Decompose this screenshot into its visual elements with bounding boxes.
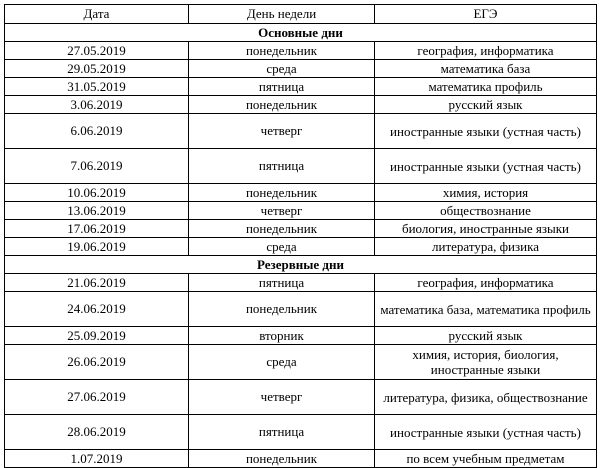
exam-cell: химия, история: [375, 184, 597, 202]
table-row: [5, 149, 597, 184]
exam-cell: математика профиль: [375, 78, 597, 96]
exam-cell: обществознание: [375, 202, 597, 220]
date-cell: 24.06.2019: [5, 292, 189, 327]
weekday-cell: четверг: [189, 114, 375, 149]
date-cell: 3.06.2019: [5, 96, 189, 114]
date-cell: 7.06.2019: [5, 149, 189, 184]
header-date: Дата: [5, 5, 189, 24]
table-row: [5, 60, 597, 78]
weekday-cell: пятница: [189, 78, 375, 96]
weekday-cell: понедельник: [189, 42, 375, 60]
exam-cell: математика база: [375, 60, 597, 78]
exam-cell: иностранные языки (устная часть): [375, 415, 597, 450]
date-cell: 6.06.2019: [5, 114, 189, 149]
weekday-cell: среда: [189, 238, 375, 256]
table-row: [5, 292, 597, 327]
weekday-cell: вторник: [189, 327, 375, 345]
exam-cell: химия, история, биология, иностранные языки: [375, 345, 597, 380]
table-row: [5, 184, 597, 202]
section-title: Основные дни: [5, 24, 597, 42]
exam-schedule-table: [4, 4, 597, 468]
date-cell: 17.06.2019: [5, 220, 189, 238]
weekday-cell: понедельник: [189, 450, 375, 468]
section-title: Резервные дни: [5, 256, 597, 274]
section-header-row: [5, 256, 597, 274]
date-cell: 19.06.2019: [5, 238, 189, 256]
table-body: [5, 24, 597, 468]
table-row: [5, 78, 597, 96]
table-row: [5, 238, 597, 256]
table-row: [5, 380, 597, 415]
weekday-cell: пятница: [189, 415, 375, 450]
header-exam: ЕГЭ: [375, 5, 597, 24]
weekday-cell: понедельник: [189, 292, 375, 327]
table-row: [5, 42, 597, 60]
date-cell: 13.06.2019: [5, 202, 189, 220]
date-cell: 31.05.2019: [5, 78, 189, 96]
weekday-cell: понедельник: [189, 184, 375, 202]
header-weekday: День недели: [189, 5, 375, 24]
weekday-cell: четверг: [189, 202, 375, 220]
table-row: [5, 220, 597, 238]
exam-cell: русский язык: [375, 327, 597, 345]
exam-cell: русский язык: [375, 96, 597, 114]
date-cell: 27.05.2019: [5, 42, 189, 60]
table-row: [5, 327, 597, 345]
weekday-cell: среда: [189, 60, 375, 78]
exam-cell: иностранные языки (устная часть): [375, 114, 597, 149]
table-row: [5, 202, 597, 220]
table-row: [5, 274, 597, 292]
date-cell: 26.06.2019: [5, 345, 189, 380]
weekday-cell: среда: [189, 345, 375, 380]
section-header-row: [5, 24, 597, 42]
date-cell: 1.07.2019: [5, 450, 189, 468]
exam-cell: биология, иностранные языки: [375, 220, 597, 238]
table-row: [5, 345, 597, 380]
weekday-cell: пятница: [189, 149, 375, 184]
date-cell: 21.06.2019: [5, 274, 189, 292]
exam-cell: математика база, математика профиль: [375, 292, 597, 327]
date-cell: 25.09.2019: [5, 327, 189, 345]
weekday-cell: понедельник: [189, 96, 375, 114]
date-cell: 10.06.2019: [5, 184, 189, 202]
exam-cell: иностранные языки (устная часть): [375, 149, 597, 184]
exam-cell: география, информатика: [375, 42, 597, 60]
date-cell: 29.05.2019: [5, 60, 189, 78]
weekday-cell: понедельник: [189, 220, 375, 238]
table-row: [5, 114, 597, 149]
date-cell: 27.06.2019: [5, 380, 189, 415]
table-row: [5, 450, 597, 468]
table-header-row: [5, 5, 597, 24]
exam-cell: география, информатика: [375, 274, 597, 292]
date-cell: 28.06.2019: [5, 415, 189, 450]
table-row: [5, 96, 597, 114]
weekday-cell: четверг: [189, 380, 375, 415]
exam-cell: литература, физика, обществознание: [375, 380, 597, 415]
exam-cell: по всем учебным предметам: [375, 450, 597, 468]
exam-cell: литература, физика: [375, 238, 597, 256]
weekday-cell: пятница: [189, 274, 375, 292]
table-row: [5, 415, 597, 450]
